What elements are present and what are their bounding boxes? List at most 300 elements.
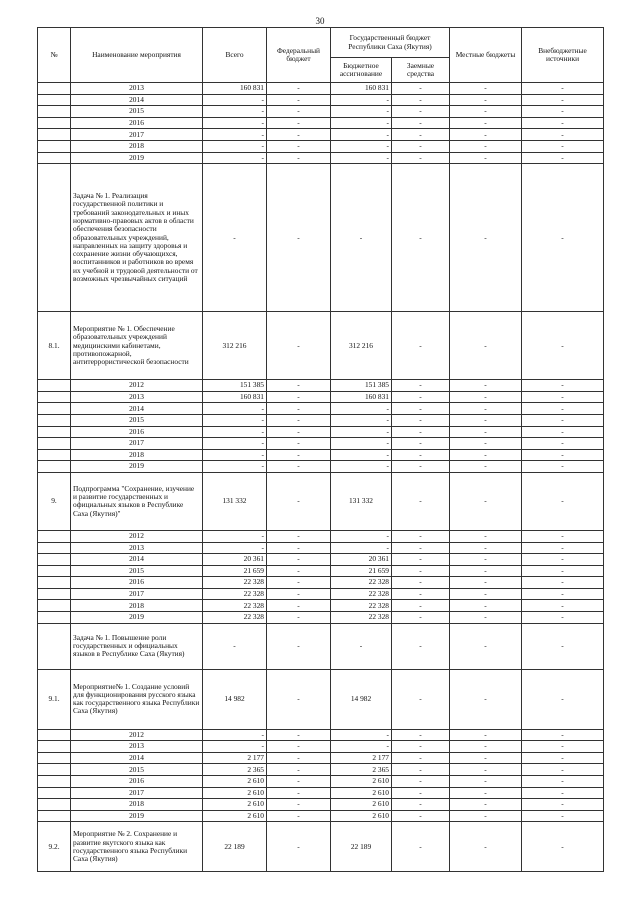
cell-federal: - (267, 472, 331, 530)
cell-borrowed: - (392, 577, 450, 589)
header-budget-assign: Бюджетное ассигнование (331, 58, 392, 83)
cell-total: 160 831 (203, 83, 267, 95)
cell-budget-assign: 14 982 (331, 669, 392, 729)
cell-name: 2019 (71, 461, 203, 473)
cell-federal: - (267, 530, 331, 542)
table-row-year (38, 530, 604, 542)
cell-local: - (450, 117, 522, 129)
cell-borrowed: - (392, 810, 450, 822)
cell-local: - (450, 787, 522, 799)
cell-federal: - (267, 577, 331, 589)
cell-federal: - (267, 438, 331, 450)
cell-budget-assign: - (331, 438, 392, 450)
cell-budget-assign: 2 610 (331, 787, 392, 799)
cell-federal: - (267, 94, 331, 106)
cell-federal: - (267, 588, 331, 600)
cell-total: 22 189 (203, 822, 267, 872)
cell-name: 2019 (71, 612, 203, 624)
cell-name: 2014 (71, 94, 203, 106)
cell-local: - (450, 729, 522, 741)
cell-total: - (203, 438, 267, 450)
cell-budget-assign: 160 831 (331, 83, 392, 95)
cell-num (38, 612, 71, 624)
table-row-year (38, 810, 604, 822)
table-row-year (38, 449, 604, 461)
cell-total: 2 610 (203, 787, 267, 799)
cell-federal: - (267, 117, 331, 129)
cell-local: - (450, 152, 522, 164)
cell-total: 2 177 (203, 752, 267, 764)
cell-budget-assign: - (331, 140, 392, 152)
cell-extra: - (522, 129, 604, 141)
cell-local: - (450, 438, 522, 450)
cell-extra: - (522, 461, 604, 473)
cell-local: - (450, 129, 522, 141)
table-row-year (38, 152, 604, 164)
cell-extra: - (522, 312, 604, 380)
cell-federal: - (267, 164, 331, 312)
table-row-year (38, 588, 604, 600)
table-row-year (38, 94, 604, 106)
cell-budget-assign: - (331, 461, 392, 473)
cell-budget-assign: - (331, 741, 392, 753)
table-row-year (38, 776, 604, 788)
cell-extra: - (522, 822, 604, 872)
table-row-year (38, 600, 604, 612)
header-num: № (38, 28, 71, 83)
cell-extra: - (522, 106, 604, 118)
cell-budget-assign: - (331, 542, 392, 554)
cell-budget-assign: 20 361 (331, 554, 392, 566)
cell-borrowed: - (392, 542, 450, 554)
cell-federal: - (267, 612, 331, 624)
cell-local: - (450, 565, 522, 577)
cell-federal: - (267, 461, 331, 473)
cell-num (38, 426, 71, 438)
cell-num (38, 94, 71, 106)
cell-budget-assign: 160 831 (331, 391, 392, 403)
cell-name: 2015 (71, 414, 203, 426)
cell-federal: - (267, 312, 331, 380)
cell-total: 2 610 (203, 776, 267, 788)
cell-total: - (203, 449, 267, 461)
cell-local: - (450, 391, 522, 403)
cell-extra: - (522, 152, 604, 164)
cell-extra: - (522, 752, 604, 764)
cell-name: 2015 (71, 764, 203, 776)
cell-total: 22 328 (203, 588, 267, 600)
cell-name: 2019 (71, 152, 203, 164)
cell-borrowed: - (392, 164, 450, 312)
cell-num (38, 380, 71, 392)
cell-total: 22 328 (203, 600, 267, 612)
cell-local: - (450, 554, 522, 566)
cell-local: - (450, 472, 522, 530)
cell-name: 2017 (71, 588, 203, 600)
cell-extra: - (522, 588, 604, 600)
table-row-year (38, 577, 604, 589)
cell-num (38, 764, 71, 776)
cell-num (38, 403, 71, 415)
table-row-year (38, 129, 604, 141)
cell-total: - (203, 542, 267, 554)
cell-local: - (450, 741, 522, 753)
cell-total: - (203, 403, 267, 415)
cell-name: 2016 (71, 776, 203, 788)
cell-budget-assign: - (331, 117, 392, 129)
cell-total: - (203, 94, 267, 106)
cell-budget-assign: - (331, 403, 392, 415)
header-borrowed: Заемные средства (392, 58, 450, 83)
cell-borrowed: - (392, 565, 450, 577)
cell-name: 2014 (71, 752, 203, 764)
cell-name: 2017 (71, 129, 203, 141)
cell-local: - (450, 414, 522, 426)
cell-num (38, 577, 71, 589)
cell-budget-assign: 22 189 (331, 822, 392, 872)
table-body (38, 83, 604, 872)
cell-local: - (450, 776, 522, 788)
table-row-year (38, 799, 604, 811)
cell-borrowed: - (392, 461, 450, 473)
cell-total: 151 385 (203, 380, 267, 392)
cell-local: - (450, 449, 522, 461)
cell-federal: - (267, 380, 331, 392)
cell-num (38, 391, 71, 403)
table-row-year (38, 403, 604, 415)
cell-num: 9. (38, 472, 71, 530)
cell-name: 2018 (71, 140, 203, 152)
table-row-item (38, 164, 604, 312)
cell-extra: - (522, 530, 604, 542)
cell-num (38, 787, 71, 799)
cell-extra: - (522, 164, 604, 312)
cell-borrowed: - (392, 129, 450, 141)
table-row-item (38, 472, 604, 530)
cell-local: - (450, 461, 522, 473)
cell-budget-assign: 21 659 (331, 565, 392, 577)
table-row-item (38, 312, 604, 380)
cell-num (38, 776, 71, 788)
cell-budget-assign: 2 610 (331, 810, 392, 822)
cell-num (38, 600, 71, 612)
cell-federal: - (267, 152, 331, 164)
cell-federal: - (267, 403, 331, 415)
cell-local: - (450, 164, 522, 312)
cell-extra: - (522, 554, 604, 566)
cell-name: 2016 (71, 426, 203, 438)
cell-borrowed: - (392, 426, 450, 438)
table-row-item (38, 822, 604, 872)
cell-num (38, 449, 71, 461)
cell-total: - (203, 741, 267, 753)
cell-num (38, 530, 71, 542)
cell-federal: - (267, 600, 331, 612)
cell-budget-assign: 312 216 (331, 312, 392, 380)
cell-budget-assign: 2 365 (331, 764, 392, 776)
cell-num: 9.1. (38, 669, 71, 729)
cell-budget-assign: - (331, 414, 392, 426)
table-row-year (38, 380, 604, 392)
cell-budget-assign: - (331, 106, 392, 118)
cell-name: 2012 (71, 729, 203, 741)
cell-total: - (203, 117, 267, 129)
cell-federal: - (267, 810, 331, 822)
cell-borrowed: - (392, 472, 450, 530)
table-row-year (38, 612, 604, 624)
table-row-year (38, 729, 604, 741)
cell-federal: - (267, 426, 331, 438)
cell-budget-assign: - (331, 623, 392, 669)
cell-budget-assign: 2 177 (331, 752, 392, 764)
cell-num (38, 752, 71, 764)
cell-name: 2018 (71, 799, 203, 811)
cell-extra: - (522, 117, 604, 129)
cell-federal: - (267, 752, 331, 764)
cell-num (38, 414, 71, 426)
cell-extra: - (522, 787, 604, 799)
cell-borrowed: - (392, 152, 450, 164)
cell-extra: - (522, 729, 604, 741)
cell-extra: - (522, 741, 604, 753)
cell-local: - (450, 623, 522, 669)
cell-name: 2012 (71, 530, 203, 542)
cell-extra: - (522, 764, 604, 776)
cell-federal: - (267, 140, 331, 152)
cell-extra: - (522, 669, 604, 729)
cell-borrowed: - (392, 117, 450, 129)
cell-borrowed: - (392, 612, 450, 624)
cell-name: Задача № 1. Повышение роли государственных и официальных языков в Республике Саха (Якутия) (71, 623, 203, 669)
cell-federal: - (267, 787, 331, 799)
cell-local: - (450, 822, 522, 872)
cell-num (38, 140, 71, 152)
cell-total: - (203, 426, 267, 438)
header-extra: Внебюджетные источники (522, 28, 604, 83)
cell-total: 22 328 (203, 612, 267, 624)
cell-local: - (450, 380, 522, 392)
cell-name: Мероприятие № 2. Сохранение и развитие якутского языка как государственного языка Республики Саха (Якутия) (71, 822, 203, 872)
cell-borrowed: - (392, 729, 450, 741)
cell-name: 2012 (71, 380, 203, 392)
cell-local: - (450, 530, 522, 542)
cell-borrowed: - (392, 449, 450, 461)
cell-budget-assign: - (331, 164, 392, 312)
cell-name: 2017 (71, 787, 203, 799)
cell-local: - (450, 94, 522, 106)
cell-budget-assign: - (331, 426, 392, 438)
cell-borrowed: - (392, 669, 450, 729)
cell-federal: - (267, 822, 331, 872)
cell-borrowed: - (392, 438, 450, 450)
cell-total: 131 332 (203, 472, 267, 530)
table-row-year (38, 565, 604, 577)
cell-extra: - (522, 542, 604, 554)
cell-local: - (450, 312, 522, 380)
cell-borrowed: - (392, 94, 450, 106)
cell-name: 2018 (71, 600, 203, 612)
cell-total: - (203, 414, 267, 426)
cell-local: - (450, 588, 522, 600)
cell-extra: - (522, 414, 604, 426)
cell-total: 2 610 (203, 799, 267, 811)
cell-federal: - (267, 449, 331, 461)
cell-federal: - (267, 799, 331, 811)
cell-extra: - (522, 403, 604, 415)
cell-extra: - (522, 623, 604, 669)
cell-budget-assign: 2 610 (331, 776, 392, 788)
cell-federal: - (267, 764, 331, 776)
cell-num: 9.2. (38, 822, 71, 872)
table-row-year (38, 741, 604, 753)
budget-table (37, 27, 604, 872)
cell-num (38, 554, 71, 566)
cell-budget-assign: - (331, 449, 392, 461)
cell-federal: - (267, 542, 331, 554)
cell-local: - (450, 426, 522, 438)
cell-extra: - (522, 577, 604, 589)
cell-extra: - (522, 776, 604, 788)
header-republic: Государственный бюджет Республики Саха (Якутия) (331, 28, 450, 58)
cell-federal: - (267, 729, 331, 741)
cell-total: - (203, 152, 267, 164)
cell-total: 20 361 (203, 554, 267, 566)
cell-extra: - (522, 799, 604, 811)
cell-total: 14 982 (203, 669, 267, 729)
cell-num (38, 129, 71, 141)
cell-federal: - (267, 554, 331, 566)
cell-num (38, 588, 71, 600)
cell-borrowed: - (392, 83, 450, 95)
table-row-year (38, 764, 604, 776)
cell-name: 2016 (71, 577, 203, 589)
cell-num (38, 461, 71, 473)
cell-name: Мероприятие№ 1. Создание условий для функционирования русского языка как государственного языка Республики Саха (Якутия) (71, 669, 203, 729)
cell-name: 2015 (71, 106, 203, 118)
cell-budget-assign: - (331, 729, 392, 741)
cell-name: 2014 (71, 403, 203, 415)
cell-budget-assign: 2 610 (331, 799, 392, 811)
cell-total: - (203, 140, 267, 152)
cell-federal: - (267, 129, 331, 141)
cell-name: 2013 (71, 542, 203, 554)
cell-budget-assign: 151 385 (331, 380, 392, 392)
cell-total: 2 365 (203, 764, 267, 776)
cell-borrowed: - (392, 312, 450, 380)
cell-num (38, 117, 71, 129)
cell-name: 2017 (71, 438, 203, 450)
table-row-year (38, 752, 604, 764)
cell-total: - (203, 164, 267, 312)
cell-borrowed: - (392, 588, 450, 600)
cell-local: - (450, 140, 522, 152)
cell-borrowed: - (392, 414, 450, 426)
cell-extra: - (522, 449, 604, 461)
cell-borrowed: - (392, 741, 450, 753)
cell-local: - (450, 83, 522, 95)
cell-local: - (450, 810, 522, 822)
cell-budget-assign: - (331, 152, 392, 164)
table-row-year (38, 554, 604, 566)
cell-borrowed: - (392, 403, 450, 415)
table-row-year (38, 117, 604, 129)
cell-borrowed: - (392, 600, 450, 612)
cell-extra: - (522, 83, 604, 95)
cell-federal: - (267, 83, 331, 95)
cell-name: 2019 (71, 810, 203, 822)
cell-local: - (450, 752, 522, 764)
cell-total: 160 831 (203, 391, 267, 403)
cell-extra: - (522, 810, 604, 822)
cell-extra: - (522, 94, 604, 106)
cell-name: 2013 (71, 741, 203, 753)
cell-total: 2 610 (203, 810, 267, 822)
cell-num (38, 83, 71, 95)
header-name: Наименование мероприятия (71, 28, 203, 83)
cell-num (38, 799, 71, 811)
cell-borrowed: - (392, 752, 450, 764)
cell-borrowed: - (392, 554, 450, 566)
cell-borrowed: - (392, 530, 450, 542)
cell-num: 8.1. (38, 312, 71, 380)
cell-borrowed: - (392, 623, 450, 669)
cell-name: 2014 (71, 554, 203, 566)
cell-local: - (450, 542, 522, 554)
cell-federal: - (267, 741, 331, 753)
table-row-year (38, 106, 604, 118)
table-row-year (38, 414, 604, 426)
cell-total: - (203, 106, 267, 118)
cell-local: - (450, 577, 522, 589)
cell-num (38, 810, 71, 822)
cell-name: 2013 (71, 391, 203, 403)
cell-budget-assign: 22 328 (331, 612, 392, 624)
cell-extra: - (522, 565, 604, 577)
cell-total: - (203, 623, 267, 669)
page-number: 30 (315, 16, 325, 26)
cell-extra: - (522, 140, 604, 152)
cell-borrowed: - (392, 380, 450, 392)
cell-budget-assign: - (331, 530, 392, 542)
header-local: Местные бюджеты (450, 28, 522, 83)
cell-total: - (203, 729, 267, 741)
cell-num (38, 565, 71, 577)
cell-local: - (450, 612, 522, 624)
cell-extra: - (522, 426, 604, 438)
cell-total: 312 216 (203, 312, 267, 380)
table-row-year (38, 426, 604, 438)
cell-budget-assign: 22 328 (331, 577, 392, 589)
cell-federal: - (267, 106, 331, 118)
cell-name: 2016 (71, 117, 203, 129)
cell-budget-assign: 22 328 (331, 588, 392, 600)
header-federal: Федеральный бюджет (267, 28, 331, 83)
cell-total: - (203, 530, 267, 542)
cell-borrowed: - (392, 787, 450, 799)
cell-total: 22 328 (203, 577, 267, 589)
cell-local: - (450, 799, 522, 811)
cell-num (38, 164, 71, 312)
cell-budget-assign: 22 328 (331, 600, 392, 612)
table-row-year (38, 787, 604, 799)
cell-borrowed: - (392, 140, 450, 152)
cell-federal: - (267, 623, 331, 669)
cell-borrowed: - (392, 106, 450, 118)
cell-num (38, 729, 71, 741)
cell-num (38, 438, 71, 450)
cell-budget-assign: - (331, 94, 392, 106)
cell-extra: - (522, 438, 604, 450)
